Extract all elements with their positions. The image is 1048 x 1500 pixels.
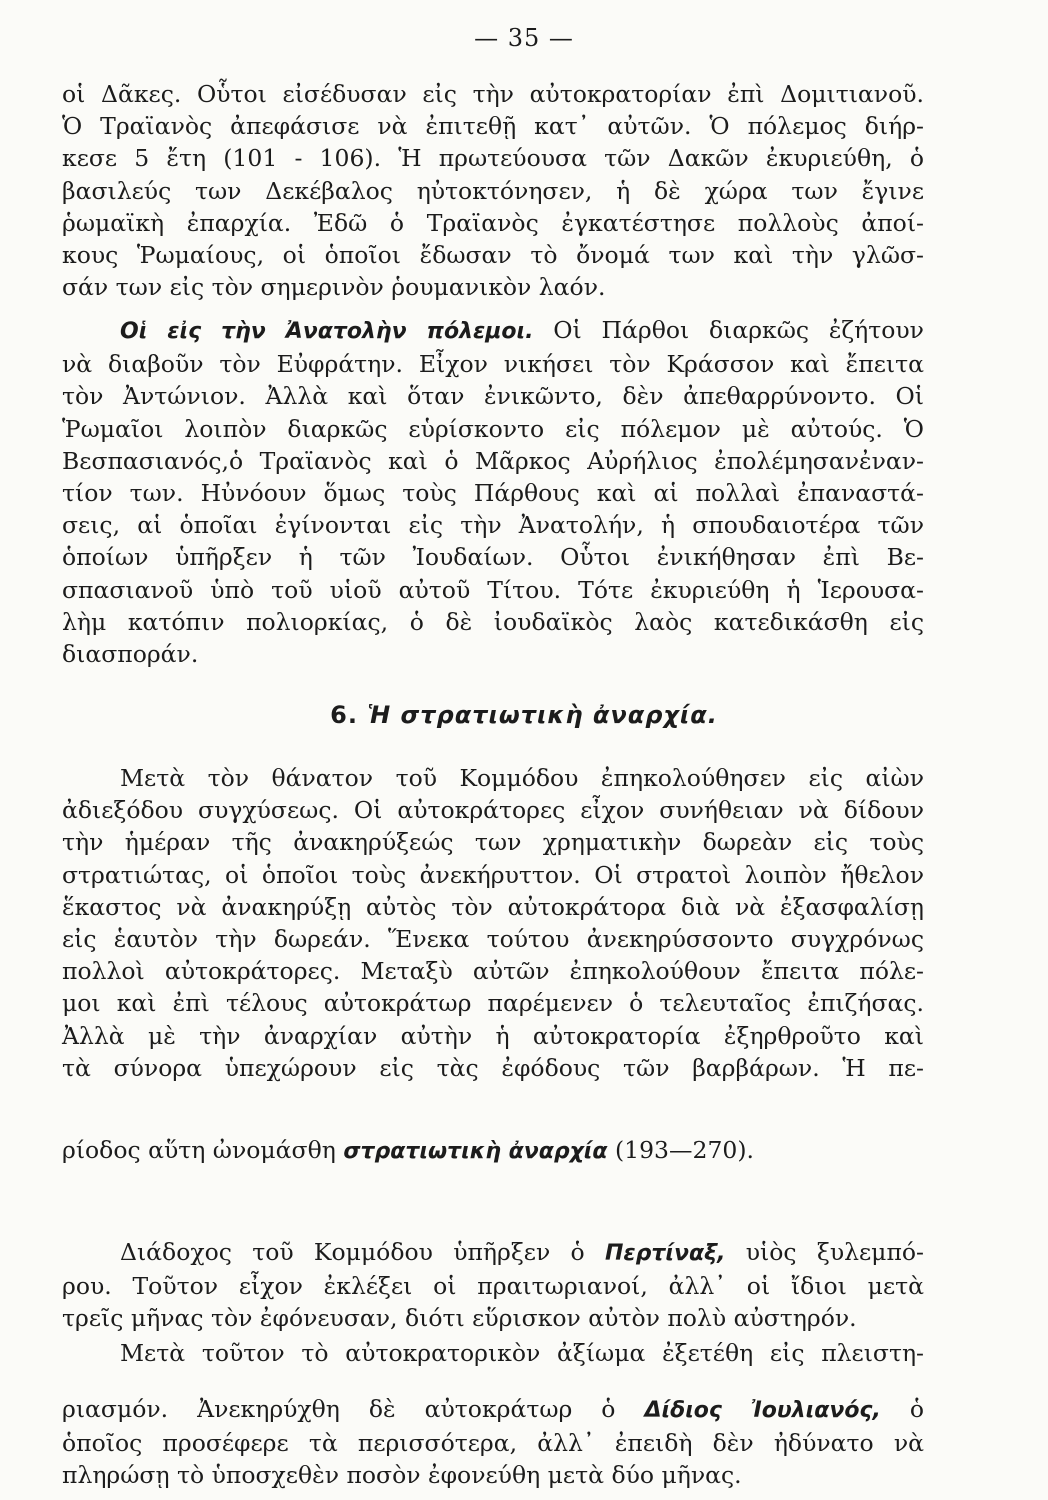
- text-line: στρατιώτας, οἱ ὁποῖοι τοὺς ἀνεκήρυττον. Οἱ στρατοὶ λοιπὸν ἤθελον: [62, 860, 924, 889]
- text-line: τὸν Ἀντώνιον. Ἀλλὰ καὶ ὅταν ἐνικῶντο, δὲν ἀπεθαρρύνοντο. Οἱ: [62, 382, 924, 411]
- inline-text: ὁ: [909, 1395, 925, 1423]
- text-line: Μετὰ τοῦτον τὸ αὐτοκρατορικὸν ἀξίωμα ἐξετέθη εἰς πλειστη-: [120, 1339, 924, 1367]
- text-line: Βεσπασιανός,ὁ Τραϊανὸς καὶ ὁ Μᾶρκος Αὐρήλιος ἐπολέμησανἐναν-: [62, 446, 924, 475]
- text-line: τὰ σύνορα ὑπεχώρουν εἰς τὰς ἐφόδους τῶν βαρβάρων. Ἡ πε-: [62, 1053, 924, 1082]
- emphasis-pertinax: Περτίναξ,: [604, 1241, 726, 1266]
- paragraph-eastern-wars: [62, 314, 924, 670]
- text-line: [62, 314, 924, 348]
- text-line: Μετὰ τὸν θάνατον τοῦ Κομμόδου ἐπηκολούθησεν εἰς αἰὼν: [120, 764, 924, 792]
- inline-text: υἱὸς ξυλεμπό-: [745, 1238, 924, 1266]
- page-number: — 35 —: [474, 24, 574, 52]
- paragraph-didius: [62, 1337, 924, 1369]
- text-line: Ἀλλὰ μὲ τὴν ἀναρχίαν αὐτὴν ἡ αὐτοκρατορία ἐξηρθροῦτο καὶ: [62, 1021, 924, 1050]
- text-line: [62, 1236, 924, 1270]
- text-line: διασποράν.: [62, 640, 199, 669]
- inline-text: ριασμόν. Ἀνεκηρύχθη δὲ αὐτοκράτωρ ὁ: [62, 1395, 616, 1423]
- paragraph-pertinax: [62, 1236, 924, 1335]
- text-line: τίον των. Ηὐνόουν ὅμως τοὺς Πάρθους καὶ αἱ πολλαὶ ἐπαναστά-: [62, 479, 924, 508]
- section-title: Ἡ στρατιωτικὴ ἀναρχία.: [367, 701, 718, 729]
- inline-text: ρίοδος αὕτη ὠνομάσθη: [62, 1136, 336, 1164]
- text-line: ῥωμαϊκὴ ἐπαρχία. Ἐδῶ ὁ Τραϊανὸς ἐγκατέστησε πολλοὺς ἀποί-: [62, 208, 924, 237]
- text-line: ἕκαστος νὰ ἀνακηρύξῃ αὐτὸς τὸν αὐτοκράτορα διὰ νὰ ἐξασφαλίσῃ: [62, 892, 924, 921]
- text-line: ὁποῖος προσέφερε τὰ περισσότερα, ἀλλ᾽ ἐπειδὴ δὲν ἠδύνατο νὰ: [62, 1429, 924, 1458]
- text-line: νὰ διαβοῦν τὸν Εὐφράτην. Εἶχον νικήσει τὸν Κράσσον καὶ ἔπειτα: [62, 350, 924, 379]
- paragraph-didius-cont: [62, 1393, 924, 1492]
- text-line: Ῥωμαῖοι λοιπὸν διαρκῶς εὑρίσκοντο εἰς πόλεμον μὲ αὐτούς. Ὁ: [62, 414, 924, 443]
- inline-text: (193—270).: [614, 1136, 754, 1164]
- section-number: 6.: [330, 701, 358, 729]
- text-line: οἱ Δᾶκες. Οὗτοι εἰσέδυσαν εἰς τὴν αὐτοκρατορίαν ἐπὶ Δομιτιανοῦ.: [62, 80, 924, 108]
- text-line: εἰς ἑαυτὸν τὴν δωρεάν. Ἕνεκα τούτου ἀνεκηρύσσοντο συγχρόνως: [62, 925, 924, 954]
- text-line: λὴμ κατόπιν πολιορκίας, ὁ δὲ ἰουδαϊκὸς λαὸς κατεδικάσθη εἰς: [62, 607, 924, 636]
- inline-text: Οἱ Πάρθοι διαρκῶς ἐζήτουν: [553, 316, 924, 344]
- text-line: σεις, αἱ ὁποῖαι ἐγίνονται εἰς τὴν Ἀνατολήν, ἡ σπουδαιοτέρα τῶν: [62, 511, 924, 540]
- inline-text: Διάδοχος τοῦ Κομμόδου ὑπῆρξεν ὁ: [120, 1238, 585, 1266]
- text-line: βασιλεύς των Δεκέβαλος ηὐτοκτόνησεν, ἡ δὲ χώρα των ἔγινε: [62, 176, 924, 205]
- section-heading: [0, 701, 1048, 729]
- emphasis-military-anarchy: στρατιωτικὴ ἀναρχία: [343, 1139, 608, 1164]
- text-line: ρου. Τοῦτον εἶχον ἐκλέξει οἱ πραιτωριανοί, ἀλλ᾽ οἱ ἴδιοι μετὰ: [62, 1272, 924, 1301]
- text-line: ἀδιεξόδου συγχύσεως. Οἱ αὐτοκράτορες εἶχον συνήθειαν νὰ δίδουν: [62, 796, 924, 825]
- emphasis-didius-julianus: Δίδιος Ἰουλιανός,: [644, 1398, 881, 1423]
- text-line: πολλοὶ αὐτοκράτορες. Μεταξὺ αὐτῶν ἐπηκολούθουν ἔπειτα πόλε-: [62, 957, 924, 986]
- text-line: τὴν ἡμέραν τῆς ἀνακηρύξεώς των χρηματικὴν δωρεὰν εἰς τοὺς: [62, 828, 924, 857]
- text-line: κους Ῥωμαίους, οἱ ὁποῖοι ἔδωσαν τὸ ὄνομά των καὶ τὴν γλῶσ-: [62, 241, 924, 270]
- paragraph-anarchy-end: [62, 1134, 924, 1168]
- text-line: Ὁ Τραϊανὸς ἀπεφάσισε νὰ ἐπιτεθῇ κατ᾽ αὐτῶν. Ὁ πόλεμος διήρ-: [62, 112, 924, 141]
- paragraph-anarchy: [62, 762, 924, 1084]
- text-line: [62, 1393, 924, 1427]
- text-line: [62, 1134, 924, 1168]
- text-line: τρεῖς μῆνας τὸν ἐφόνευσαν, διότι εὕρισκον αὐτὸν πολὺ αὐστηρόν.: [62, 1304, 857, 1333]
- text-line: ὁποίων ὑπῆρξεν ἡ τῶν Ἰουδαίων. Οὗτοι ἐνικήθησαν ἐπὶ Βε-: [62, 543, 924, 572]
- inline-heading-eastern-wars: Οἱ εἰς τὴν Ἀνατολὴν πόλεμοι.: [120, 319, 534, 344]
- text-line: μοι καὶ ἐπὶ τέλους αὐτοκράτωρ παρέμενεν ὁ τελευταῖος ἐπιζήσας.: [62, 989, 924, 1018]
- text-line: σάν των εἰς τὸν σημερινὸν ῥουμανικὸν λαόν.: [62, 273, 606, 302]
- text-line: σπασιανοῦ ὑπὸ τοῦ υἱοῦ αὐτοῦ Τίτου. Τότε ἐκυριεύθη ἡ Ἱερουσα-: [62, 575, 924, 604]
- paragraph-dacians: [62, 78, 924, 303]
- text-line: πληρώσῃ τὸ ὑποσχεθὲν ποσὸν ἐφονεύθη μετὰ δύο μῆνας.: [62, 1461, 742, 1490]
- text-line: κεσε 5 ἔτη (101 - 106). Ἡ πρωτεύουσα τῶν Δακῶν ἐκυριεύθη, ὁ: [62, 144, 924, 173]
